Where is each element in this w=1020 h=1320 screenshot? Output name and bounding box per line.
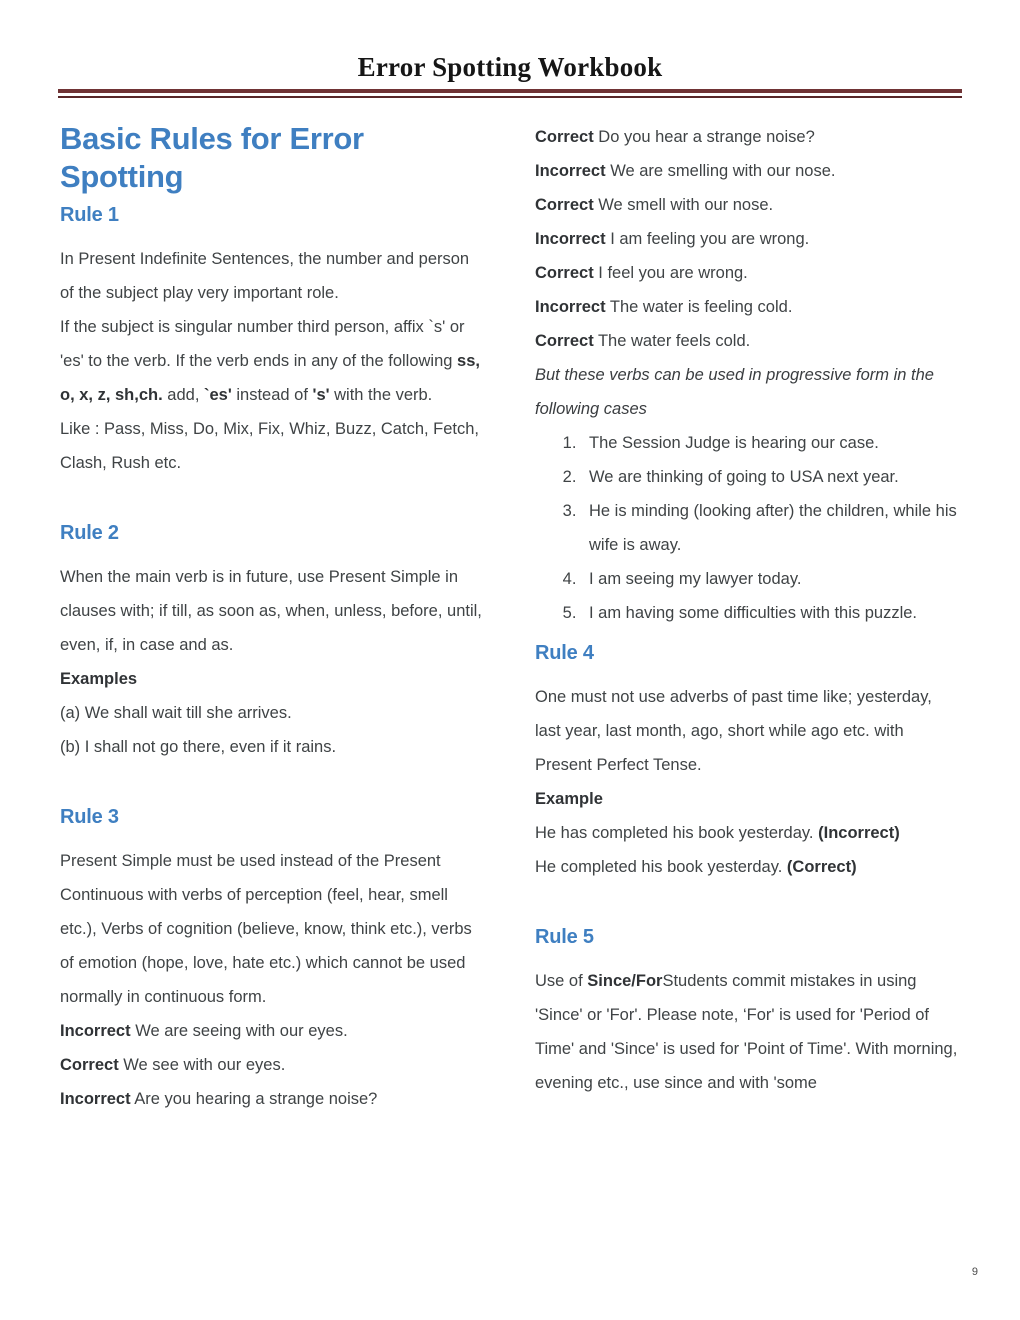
progressive-examples-list: [535, 426, 960, 630]
pair-text: Are you hearing a strange noise?: [130, 1090, 378, 1108]
main-heading: Basic Rules for Error Spotting: [60, 121, 364, 194]
pair-text: We smell with our nose.: [593, 196, 774, 214]
pair-text: The water is feeling cold.: [605, 298, 793, 316]
rule4-heading: Rule 4: [535, 642, 594, 664]
example-pair: [535, 324, 960, 358]
example-label-text: Example: [535, 790, 603, 808]
pair-label: Correct: [535, 264, 594, 282]
pair-label: Incorrect: [60, 1090, 131, 1108]
pair-text: Do you hear a strange noise?: [593, 128, 815, 146]
rule3-heading: Rule 3: [60, 806, 119, 828]
rule1-heading: Rule 1: [60, 204, 119, 226]
example-pair: [535, 154, 960, 188]
rule1-paragraph-2: [60, 310, 485, 412]
text-segment: with the verb.: [329, 386, 433, 404]
pair-label: Incorrect: [535, 230, 606, 248]
text-segment: add,: [162, 386, 204, 404]
example-label: [535, 782, 960, 816]
text-segment: Students commit mistakes in using 'Since' or 'For'. Please note, ‘For' is used for 'Period of Time' and 'Since' is used for 'Point of Time'. With morning, evening etc., use since and with 'some: [535, 972, 958, 1092]
header-divider: [58, 89, 962, 98]
rule2-heading: Rule 2: [60, 522, 119, 544]
example-pair: [535, 256, 960, 290]
text-segment: He completed his book yesterday.: [535, 858, 787, 876]
pair-text: The water feels cold.: [593, 332, 751, 350]
bold-segment: (Correct): [786, 858, 857, 876]
pair-label: Correct: [535, 332, 594, 350]
rule1-paragraph-3: Like : Pass, Miss, Do, Mix, Fix, Whiz, Buzz, Catch, Fetch, Clash, Rush etc.: [60, 420, 480, 472]
rule4-paragraph: One must not use adverbs of past time like; yesterday, last year, last month, ago, short while ago etc. with Present Perfect Tense.: [535, 688, 932, 774]
left-column: [60, 120, 485, 1116]
rule3-paragraph: Present Simple must be used instead of the Present Continuous with verbs of perception (feel, hear, smell etc.), Verbs of cognition (believe, know, think etc.), verbs of emotion (hope, love, hate etc.) which cannot be used normally in continuous form.: [60, 852, 472, 1006]
pair-text: We are seeing with our eyes.: [130, 1022, 348, 1040]
bold-segment: `es': [204, 386, 232, 404]
list-item: 1. The Session Judge is hearing our case.: [581, 426, 960, 460]
list-item: 5. I am having some difficulties with this puzzle.: [581, 596, 960, 630]
example-pair: [60, 1048, 485, 1082]
bold-segment: 's': [312, 386, 330, 404]
list-item: 3. He is minding (looking after) the children, while his wife is away.: [581, 494, 960, 562]
rule4-example-1: [535, 816, 960, 850]
pair-label: Correct: [535, 196, 594, 214]
page-number: 9: [971, 1266, 978, 1278]
list-item: 4. I am seeing my lawyer today.: [581, 562, 960, 596]
rule5-paragraph: [535, 964, 960, 1100]
pair-label: Incorrect: [535, 162, 606, 180]
examples-label-text: Examples: [60, 670, 138, 688]
bold-segment: Since/For: [587, 972, 663, 990]
example-pair: [60, 1082, 485, 1116]
example-pair: [535, 290, 960, 324]
page-header: [0, 0, 1020, 98]
rule2-example-a: (a) We shall wait till she arrives.: [60, 704, 292, 722]
progressive-note: But these verbs can be used in progressive form in the following cases: [535, 366, 934, 418]
example-pair: [60, 1014, 485, 1048]
rule5-heading: Rule 5: [535, 926, 594, 948]
example-pair: [535, 188, 960, 222]
list-item: 2. We are thinking of going to USA next year.: [581, 460, 960, 494]
two-column-body: [0, 98, 1020, 1116]
pair-label: Correct: [535, 128, 594, 146]
right-column: [535, 120, 960, 1100]
text-segment: If the subject is singular number third person, affix `s' or 'es' to the verb. If the verb ends in any of the following: [60, 318, 465, 370]
rule2-example-b: (b) I shall not go there, even if it rains.: [60, 738, 337, 756]
example-pair: [535, 120, 960, 154]
rule2-paragraph: When the main verb is in future, use Present Simple in clauses with; if till, as soon as, when, unless, before, until, even, if, in case and as.: [60, 568, 482, 654]
pair-label: Incorrect: [535, 298, 606, 316]
pair-text: We see with our eyes.: [118, 1056, 286, 1074]
pair-text: I feel you are wrong.: [593, 264, 748, 282]
bold-segment: (Incorrect): [818, 824, 900, 842]
example-pair: [535, 222, 960, 256]
text-segment: instead of: [231, 386, 313, 404]
rule1-paragraph-1: In Present Indefinite Sentences, the number and person of the subject play very important role.: [60, 250, 470, 302]
bold-segment: ss, o, x, z, sh,ch.: [60, 352, 480, 404]
examples-label: [60, 662, 485, 696]
pair-label: Incorrect: [60, 1022, 131, 1040]
document-title: Error Spotting Workbook: [357, 52, 663, 82]
pair-text: I am feeling you are wrong.: [605, 230, 810, 248]
text-segment: He has completed his book yesterday.: [535, 824, 819, 842]
pair-label: Correct: [60, 1056, 119, 1074]
pair-text: We are smelling with our nose.: [605, 162, 836, 180]
rule4-example-2: [535, 850, 960, 884]
text-segment: Use of: [535, 972, 588, 990]
